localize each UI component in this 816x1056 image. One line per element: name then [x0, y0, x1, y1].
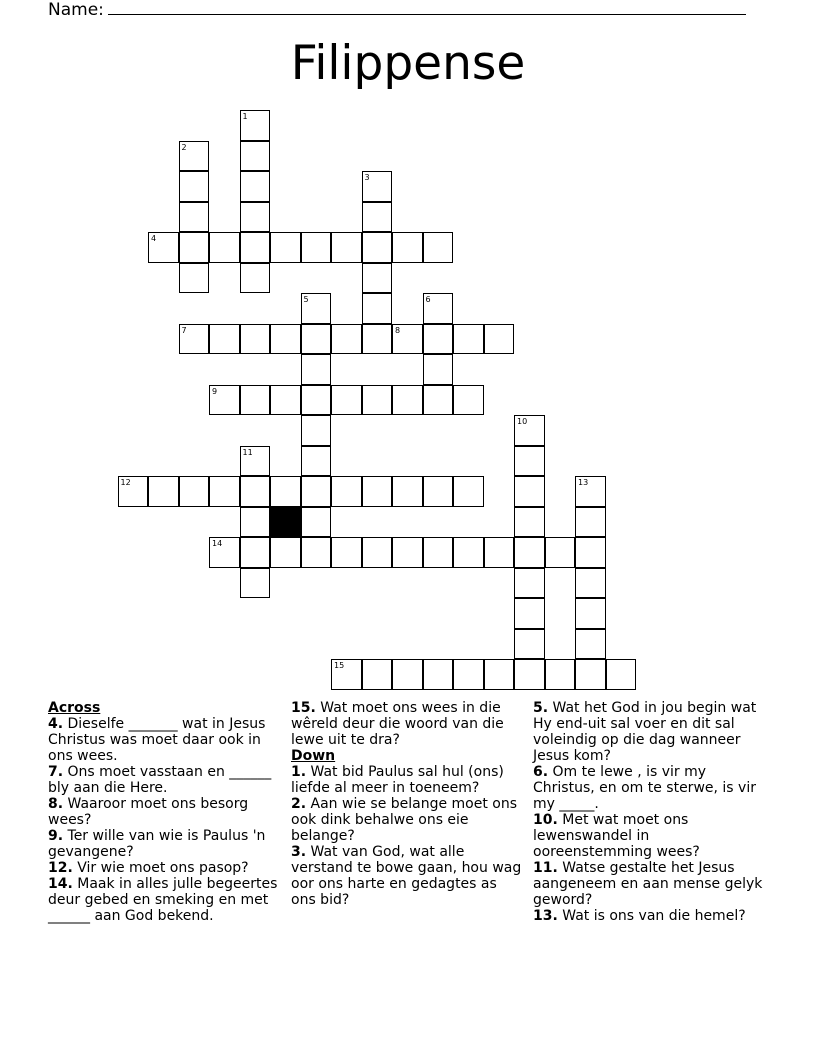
clue-down-11: 11. Watse gestalte het Jesus aangeneem en aan mense gelyk geword? — [533, 860, 763, 908]
grid-cell[interactable] — [331, 476, 362, 507]
grid-cell[interactable] — [209, 385, 240, 416]
grid-cell[interactable] — [240, 232, 271, 263]
grid-cell[interactable] — [209, 476, 240, 507]
grid-cell[interactable] — [240, 171, 271, 202]
clue-number: 3 — [364, 173, 370, 182]
grid-cell[interactable] — [392, 659, 423, 690]
grid-cell[interactable] — [331, 324, 362, 355]
grid-cell[interactable] — [423, 354, 454, 385]
clue-column-1 — [48, 700, 280, 924]
grid-cell[interactable] — [240, 476, 271, 507]
grid-cell[interactable] — [331, 385, 362, 416]
grid-cell[interactable] — [270, 232, 301, 263]
grid-cell[interactable] — [545, 659, 576, 690]
grid-cell[interactable] — [392, 476, 423, 507]
grid-cell[interactable] — [514, 629, 545, 660]
grid-cell[interactable] — [362, 324, 393, 355]
grid-cell[interactable] — [423, 385, 454, 416]
clue-down-1: 1. Wat bid Paulus sal hul (ons) liefde al meer in toeneem? — [291, 764, 504, 796]
grid-cell[interactable] — [575, 507, 606, 538]
grid-cell[interactable] — [514, 537, 545, 568]
grid-cell[interactable] — [179, 263, 210, 294]
grid-cell[interactable] — [240, 568, 271, 599]
clue-across-7: 7. Ons moet vasstaan en ______ bly aan die Here. — [48, 764, 272, 796]
grid-cell[interactable] — [453, 324, 484, 355]
clue-number: 2 — [181, 142, 187, 152]
grid-cell[interactable] — [606, 659, 637, 690]
clue-number: 12 — [120, 478, 131, 487]
grid-cell[interactable] — [514, 598, 545, 629]
grid-cell[interactable] — [362, 537, 393, 568]
grid-cell[interactable] — [514, 507, 545, 538]
clue-down-3: 3. Wat van God, wat alle verstand te bowe gaan, hou wag oor ons harte en gedagtes as ons bid? — [291, 844, 522, 908]
clue-number: 14 — [212, 539, 223, 548]
clue-column-2 — [291, 700, 523, 908]
grid-cell[interactable] — [514, 476, 545, 507]
page-title: Filippense — [290, 36, 526, 91]
grid-cell[interactable] — [362, 293, 393, 324]
grid-cell[interactable] — [301, 324, 332, 355]
grid-cell[interactable] — [118, 476, 149, 507]
grid-cell[interactable] — [209, 232, 240, 263]
grid-cell[interactable] — [240, 507, 271, 538]
clue-down-2: 2. Aan wie se belange moet ons ook dink behalwe ons eie belange? — [291, 796, 518, 844]
grid-cell[interactable] — [392, 324, 423, 355]
clue-column-3 — [533, 700, 765, 924]
grid-cell[interactable] — [301, 537, 332, 568]
grid-cell[interactable] — [423, 476, 454, 507]
black-cell — [270, 507, 301, 538]
clue-number: 5 — [303, 295, 309, 304]
grid-cell[interactable] — [240, 446, 271, 477]
clue-number: 1 — [242, 112, 248, 121]
grid-cell[interactable] — [179, 141, 210, 172]
grid-cell[interactable] — [331, 232, 362, 263]
grid-cell[interactable] — [331, 659, 362, 690]
grid-cell[interactable] — [514, 659, 545, 690]
grid-cell[interactable] — [301, 415, 332, 446]
grid-cell[interactable] — [240, 385, 271, 416]
grid-cell[interactable] — [301, 476, 332, 507]
clue-across-14: 14. Maak in alles julle begeertes deur gebed en smeking en met ______ aan God bekend. — [48, 876, 278, 924]
grid-cell[interactable] — [575, 537, 606, 568]
grid-cell[interactable] — [392, 385, 423, 416]
grid-cell[interactable] — [514, 446, 545, 477]
clue-down-6: 6. Om te lewe , is vir my Christus, en om te sterwe, is vir my _____. — [533, 764, 756, 812]
grid-cell[interactable] — [423, 232, 454, 263]
grid-cell[interactable] — [301, 385, 332, 416]
grid-cell[interactable] — [179, 171, 210, 202]
clue-number: 9 — [212, 386, 218, 396]
grid-cell[interactable] — [240, 141, 271, 172]
grid-cell[interactable] — [301, 354, 332, 385]
grid-cell[interactable] — [514, 415, 545, 446]
grid-cell[interactable] — [179, 202, 210, 233]
grid-cell[interactable] — [240, 263, 271, 294]
grid-cell[interactable] — [392, 537, 423, 568]
grid-cell[interactable] — [423, 537, 454, 568]
grid-cell[interactable] — [575, 659, 606, 690]
grid-cell[interactable] — [545, 537, 576, 568]
grid-cell[interactable] — [362, 263, 393, 294]
grid-cell[interactable] — [575, 568, 606, 599]
clue-across-9: 9. Ter wille van wie is Paulus 'n gevangene? — [48, 828, 266, 860]
clue-across-4: 4. Dieselfe _______ wat in Jesus Christus was moet daar ook in ons wees. — [48, 716, 266, 764]
grid-cell[interactable] — [301, 507, 332, 538]
grid-cell[interactable] — [484, 324, 515, 355]
clue-number: 10 — [517, 417, 528, 426]
grid-cell[interactable] — [148, 232, 179, 263]
grid-cell[interactable] — [240, 202, 271, 233]
grid-cell[interactable] — [423, 324, 454, 355]
clue-number: 11 — [242, 447, 253, 457]
grid-cell[interactable] — [301, 446, 332, 477]
grid-cell[interactable] — [301, 293, 332, 324]
grid-cell[interactable] — [270, 476, 301, 507]
grid-cell[interactable] — [362, 202, 393, 233]
clue-number: 15 — [334, 661, 345, 670]
grid-cell[interactable] — [270, 385, 301, 416]
grid-cell[interactable] — [331, 537, 362, 568]
grid-cell[interactable] — [270, 537, 301, 568]
grid-cell[interactable] — [270, 324, 301, 355]
grid-cell[interactable] — [209, 324, 240, 355]
grid-cell[interactable] — [362, 476, 393, 507]
grid-cell[interactable] — [484, 537, 515, 568]
grid-cell[interactable] — [423, 659, 454, 690]
across-heading: Across — [48, 700, 101, 716]
grid-cell[interactable] — [301, 232, 332, 263]
grid-cell[interactable] — [362, 232, 393, 263]
grid-cell[interactable] — [362, 171, 393, 202]
down-heading: Down — [291, 748, 336, 764]
grid-cell[interactable] — [575, 476, 606, 507]
name-label: Name: — [48, 0, 104, 20]
grid-cell[interactable] — [179, 232, 210, 263]
clue-down-13: 13. Wat is ons van die hemel? — [533, 908, 746, 924]
grid-cell[interactable] — [575, 598, 606, 629]
grid-cell[interactable] — [453, 476, 484, 507]
grid-cell[interactable] — [240, 537, 271, 568]
grid-cell[interactable] — [575, 629, 606, 660]
grid-cell[interactable] — [209, 537, 240, 568]
grid-cell[interactable] — [179, 476, 210, 507]
grid-cell[interactable] — [423, 293, 454, 324]
grid-cell[interactable] — [240, 324, 271, 355]
clue-number: 7 — [181, 325, 187, 335]
clue-across-15: 15. Wat moet ons wees in die wêreld deur die woord van die lewe uit te dra? — [291, 700, 504, 748]
clue-number: 13 — [578, 478, 589, 487]
clue-number: 4 — [151, 234, 157, 243]
grid-cell[interactable] — [484, 659, 515, 690]
grid-cell[interactable] — [362, 659, 393, 690]
grid-cell[interactable] — [179, 324, 210, 355]
clue-across-12: 12. Vir wie moet ons pasop? — [48, 860, 249, 876]
grid-cell[interactable] — [514, 568, 545, 599]
grid-cell[interactable] — [453, 659, 484, 690]
grid-cell[interactable] — [392, 232, 423, 263]
grid-cell[interactable] — [453, 385, 484, 416]
clue-number: 6 — [425, 295, 431, 304]
clue-down-10: 10. Met wat moet ons lewenswandel in ooreenstemming wees? — [533, 812, 700, 860]
grid-cell[interactable] — [240, 110, 271, 141]
clue-down-5: 5. Wat het God in jou begin wat Hy end-uit sal voer en dit sal voleindig op die dag wanneer Jesus kom? — [533, 700, 757, 764]
grid-cell[interactable] — [362, 385, 393, 416]
grid-cell[interactable] — [453, 537, 484, 568]
clue-number: 8 — [395, 325, 401, 335]
clue-across-8: 8. Waaroor moet ons besorg wees? — [48, 796, 249, 828]
grid-cell[interactable] — [148, 476, 179, 507]
